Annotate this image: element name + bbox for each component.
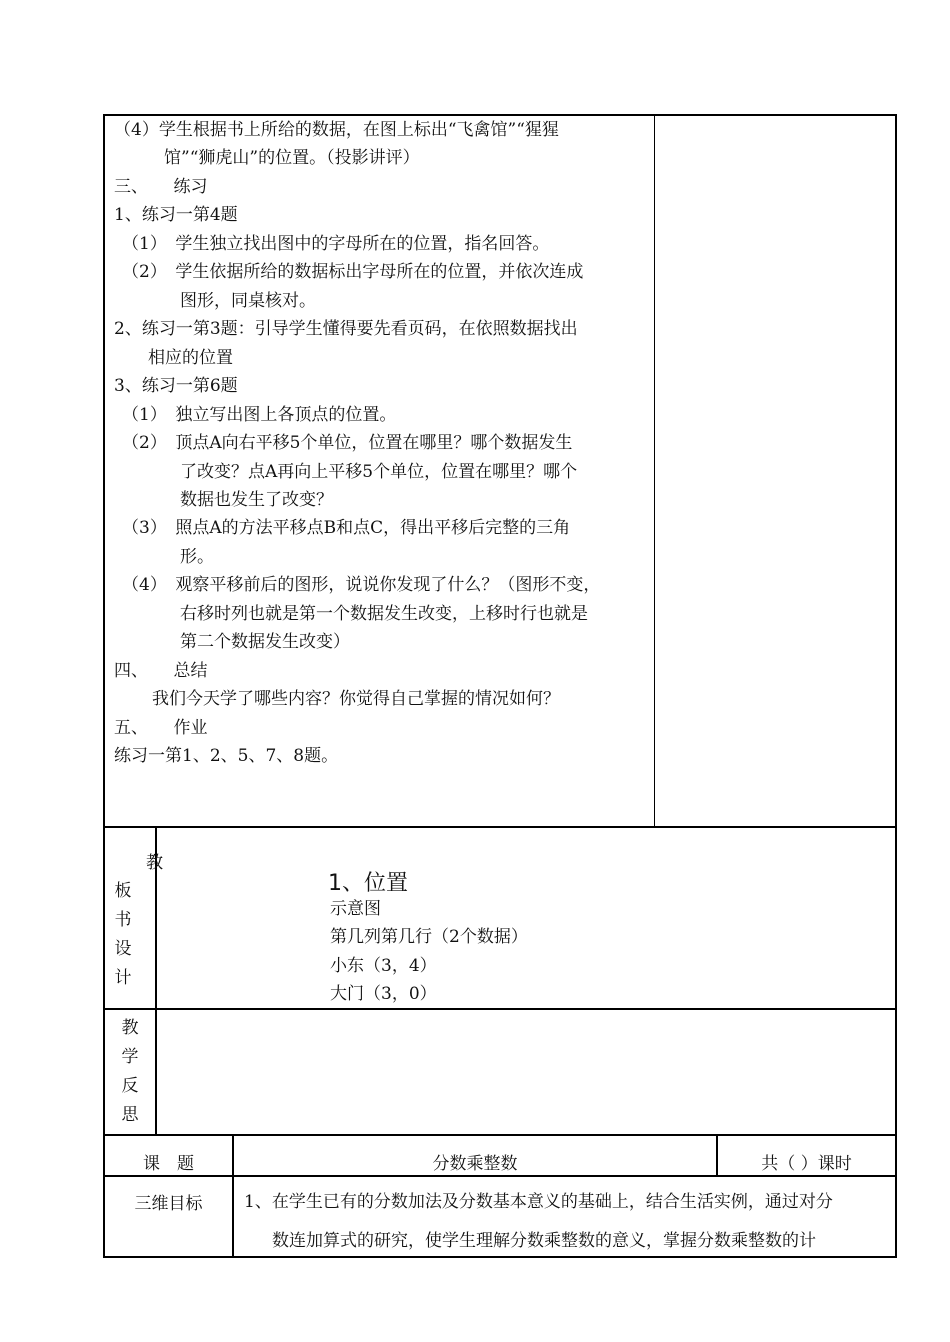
board-item: 示意图 <box>330 899 381 919</box>
goal-line: 1、在学生已有的分数加法及分数基本意义的基础上，结合生活实例，通过对分 <box>244 1192 833 1212</box>
lesson-row-divider <box>103 1175 897 1177</box>
topic-value: 分数乘整数 <box>432 1154 518 1174</box>
procedure-line: 2、练习一第3题：引导学生懂得要先看页码，在依照数据找出 <box>114 319 578 339</box>
reflection-label: 教学反思 <box>121 1018 139 1125</box>
procedure-line: 形。 <box>180 547 214 567</box>
board-item: 第几列第几行（2个数据） <box>330 927 528 947</box>
section-heading: 四、 总结 <box>114 661 208 681</box>
procedure-line: （2） 学生依据所给的数据标出字母所在的位置，并依次连成 <box>122 262 584 282</box>
procedure-line: 相应的位置 <box>148 348 233 368</box>
goal-label: 三维目标 <box>134 1194 203 1214</box>
procedure-line: 右移时列也就是第一个数据发生改变，上移时行也就是 <box>180 604 588 624</box>
procedure-line: 3、练习一第6题 <box>114 376 238 396</box>
board-item: 小东（3，4） <box>330 956 437 976</box>
procedure-bottom-border <box>103 826 897 828</box>
section-heading: 三、 练习 <box>114 177 208 197</box>
lesson-hours: 共（ ）课时 <box>761 1154 852 1174</box>
board-label-top: 教 <box>146 853 163 873</box>
procedure-line: （1） 独立写出图上各顶点的位置。 <box>122 405 397 425</box>
procedure-line: （2） 顶点A向右平移5个单位，位置在哪里？哪个数据发生 <box>122 433 573 453</box>
procedure-line: （4） 观察平移前后的图形，说说你发现了什么？（图形不变， <box>122 575 601 595</box>
procedure-line: 练习一第1、2、5、7、8题。 <box>114 746 339 766</box>
section-heading: 五、 作业 <box>114 718 208 738</box>
procedure-line: 馆”“狮虎山”的位置。（投影讲评） <box>164 148 420 168</box>
procedure-line: 图形，同桌核对。 <box>180 291 316 311</box>
procedure-line: 第二个数据发生改变） <box>180 632 350 652</box>
lesson-col-divider-goal <box>232 1175 234 1258</box>
procedure-line: （4）学生根据书上所给的数据，在图上标出“飞禽馆”“猩猩 <box>114 120 559 140</box>
procedure-column-divider <box>654 114 655 827</box>
procedure-line: 我们今天学了哪些内容？你觉得自己掌握的情况如何？ <box>152 689 560 709</box>
board-label: 板书设计 <box>114 881 132 988</box>
procedure-line: （1） 学生独立找出图中的字母所在的位置，指名回答。 <box>122 234 550 254</box>
reflection-content-area <box>158 1010 895 1134</box>
procedure-line: 了改变？点A再向上平移5个单位，位置在哪里？哪个 <box>180 462 578 482</box>
board-item: 大门（3，0） <box>330 984 437 1004</box>
procedure-line: 1、练习一第4题 <box>114 205 238 225</box>
goal-line: 数连加算式的研究，使学生理解分数乘整数的意义，掌握分数乘整数的计 <box>272 1231 816 1251</box>
board-title: 1、位置 <box>328 871 408 896</box>
procedure-line: （3） 照点A的方法平移点B和点C，得出平移后完整的三角 <box>122 518 571 538</box>
procedure-line: 数据也发生了改变？ <box>180 490 333 510</box>
topic-label: 课 题 <box>143 1154 194 1174</box>
